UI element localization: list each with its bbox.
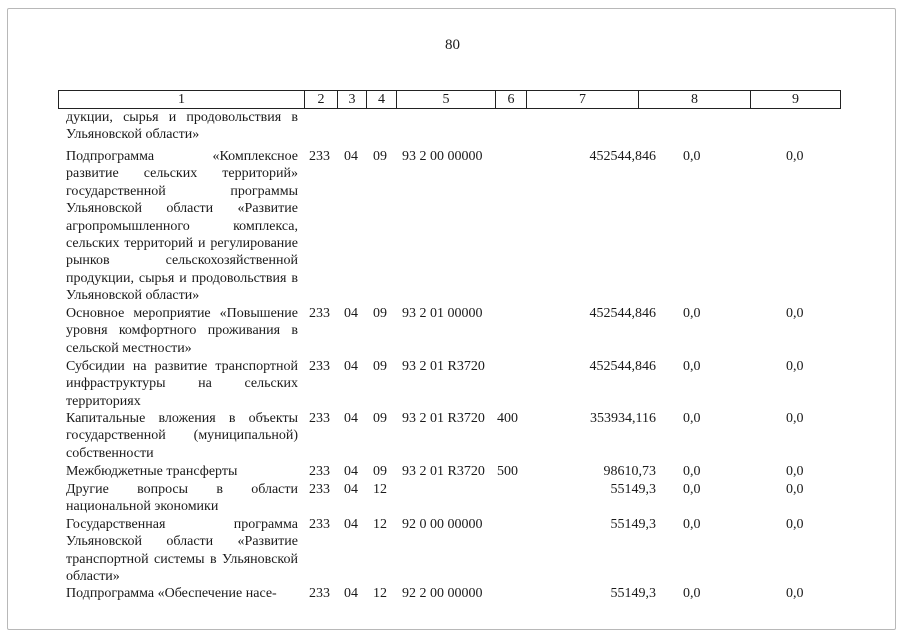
cell-section: 04	[344, 517, 358, 532]
cell-amount-2: 0,0	[683, 482, 701, 497]
cell-section: 04	[344, 482, 358, 497]
cell-target-article: 93 2 01 R3720	[402, 359, 485, 374]
cell-subsection: 12	[373, 517, 387, 532]
cell-expense-type: 500	[497, 464, 518, 479]
header-cell: 6	[495, 91, 526, 108]
row-name: Субсидии на развитие транспортной инфраструктуры на сельских территориях	[66, 359, 298, 409]
cell-amount-3: 0,0	[786, 149, 804, 164]
cell-amount-3: 0,0	[786, 464, 804, 479]
cell-ministry: 233	[309, 359, 330, 374]
cell-amount: 353934,116	[590, 411, 656, 426]
cell-ministry: 233	[309, 306, 330, 321]
cell-amount-2: 0,0	[683, 411, 701, 426]
cell-section: 04	[344, 359, 358, 374]
header-cell: 2	[304, 91, 337, 108]
table-row	[58, 585, 841, 603]
table-row	[58, 410, 841, 463]
cell-amount-3: 0,0	[786, 482, 804, 497]
cell-target-article: 93 2 01 R3720	[402, 464, 485, 479]
row-name: Основное мероприятие «Повышение уровня комфортного проживания в сельской местности»	[66, 306, 298, 356]
table-row	[58, 516, 841, 585]
table-row	[58, 463, 841, 481]
cell-amount: 55149,3	[610, 517, 656, 532]
row-name: Государственная программа Ульяновской области «Развитие транспортной системы в Ульяновской области»	[66, 517, 298, 585]
cell-section: 04	[344, 149, 358, 164]
cell-amount: 55149,3	[610, 586, 656, 601]
cell-subsection: 09	[373, 149, 387, 164]
table-row	[58, 148, 841, 305]
cell-amount-2: 0,0	[683, 586, 701, 601]
row-name: Капитальные вложения в объекты государственной (муниципальной) собственности	[66, 411, 298, 461]
cell-subsection: 09	[373, 464, 387, 479]
cell-amount-2: 0,0	[683, 517, 701, 532]
cell-subsection: 09	[373, 306, 387, 321]
row-name: Подпрограмма «Комплексное развитие сельских территорий» государственной программы Ульяновской области «Развитие агропромышленного комплекса, сельских территорий и регулирование рынков сельскохозяйственной продукции, сырья и продовольствия в Ульяновской области»	[66, 149, 298, 304]
cell-amount-3: 0,0	[786, 359, 804, 374]
table-row	[58, 110, 841, 148]
cell-amount: 452544,846	[589, 306, 656, 321]
row-name: Межбюджетные трансферты	[66, 464, 238, 479]
cell-section: 04	[344, 306, 358, 321]
header-cell: 3	[337, 91, 366, 108]
row-name: Другие вопросы в области национальной экономики	[66, 482, 298, 515]
table-row	[58, 305, 841, 358]
header-cell: 7	[526, 91, 638, 108]
row-name: дукции, сырья и продовольствия в Ульяновской области»	[66, 110, 298, 143]
cell-amount-2: 0,0	[683, 149, 701, 164]
cell-amount-2: 0,0	[683, 306, 701, 321]
cell-target-article: 93 2 01 00000	[402, 306, 483, 321]
cell-ministry: 233	[309, 482, 330, 497]
cell-target-article: 92 2 00 00000	[402, 586, 483, 601]
cell-subsection: 12	[373, 586, 387, 601]
cell-section: 04	[344, 411, 358, 426]
cell-subsection: 09	[373, 411, 387, 426]
cell-ministry: 233	[309, 586, 330, 601]
header-cell: 9	[750, 91, 840, 108]
cell-subsection: 09	[373, 359, 387, 374]
row-name: Подпрограмма «Обеспечение насе-	[66, 586, 277, 601]
cell-amount-2: 0,0	[683, 359, 701, 374]
cell-amount: 55149,3	[610, 482, 656, 497]
header-cell: 1	[178, 92, 185, 107]
header-cell: 8	[638, 91, 750, 108]
table-row	[58, 481, 841, 516]
cell-subsection: 12	[373, 482, 387, 497]
cell-expense-type: 400	[497, 411, 518, 426]
cell-amount: 98610,73	[603, 464, 656, 479]
table-row	[58, 358, 841, 410]
page-number: 80	[445, 37, 460, 53]
cell-target-article: 93 2 01 R3720	[402, 411, 485, 426]
cell-section: 04	[344, 464, 358, 479]
cell-amount: 452544,846	[589, 359, 656, 374]
cell-ministry: 233	[309, 411, 330, 426]
cell-target-article: 93 2 00 00000	[402, 149, 483, 164]
cell-amount-3: 0,0	[786, 411, 804, 426]
header-cell: 5	[396, 91, 495, 108]
cell-ministry: 233	[309, 149, 330, 164]
cell-amount-3: 0,0	[786, 306, 804, 321]
table-body	[58, 110, 841, 603]
cell-ministry: 233	[309, 517, 330, 532]
cell-amount-3: 0,0	[786, 517, 804, 532]
cell-amount: 452544,846	[589, 149, 656, 164]
cell-amount-2: 0,0	[683, 464, 701, 479]
cell-section: 04	[344, 586, 358, 601]
cell-target-article: 92 0 00 00000	[402, 517, 483, 532]
cell-amount-3: 0,0	[786, 586, 804, 601]
cell-ministry: 233	[309, 464, 330, 479]
table-header	[58, 90, 841, 109]
header-cell: 4	[366, 91, 396, 108]
